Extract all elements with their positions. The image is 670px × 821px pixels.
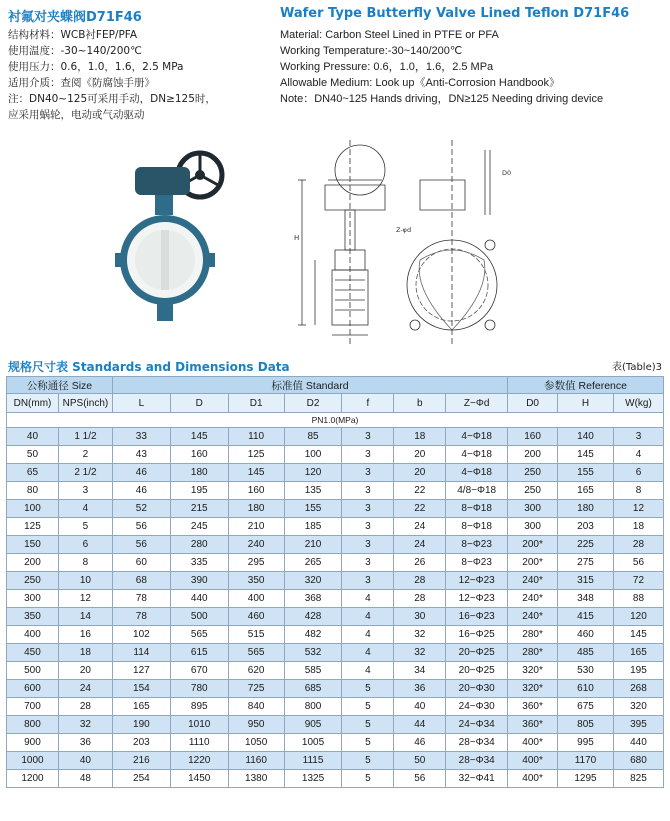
table-cell: 5: [342, 698, 394, 716]
table-cell: 320: [613, 698, 663, 716]
table-cell: 127: [112, 662, 170, 680]
table-cell: 268: [613, 680, 663, 698]
table-title: 规格尺寸表 Standards and Dimensions Data: [8, 360, 290, 374]
table-cell: 100: [284, 446, 342, 464]
table-cell: 33: [112, 428, 170, 446]
table-cell: 195: [613, 662, 663, 680]
table-cell: 532: [284, 644, 342, 662]
table-cell: 1110: [170, 734, 228, 752]
table-cell: 515: [228, 626, 284, 644]
table-cell: 315: [558, 572, 614, 590]
table-cell: 18: [58, 644, 112, 662]
table-cell: 203: [558, 518, 614, 536]
table-cell: 585: [284, 662, 342, 680]
table-cell: 275: [558, 554, 614, 572]
table-cell: 4: [342, 644, 394, 662]
table-row: [7, 500, 664, 518]
table-cell: 5: [342, 716, 394, 734]
column-header: b: [394, 394, 446, 413]
table-cell: 280*: [508, 644, 558, 662]
table-cell: 240*: [508, 608, 558, 626]
table-cell: 165: [613, 644, 663, 662]
table-cell: 120: [613, 608, 663, 626]
table-cell: 210: [284, 536, 342, 554]
column-header: NPS(inch): [58, 394, 112, 413]
table-cell: 440: [613, 734, 663, 752]
right-title: Wafer Type Butterfly Valve Lined Teflon D71F46: [280, 6, 630, 21]
table-cell: 16: [58, 626, 112, 644]
table-cell: 44: [394, 716, 446, 734]
table-cell: 16−Φ25: [446, 626, 508, 644]
table-cell: 50: [7, 446, 59, 464]
table-cell: 32: [394, 644, 446, 662]
table-cell: 250: [7, 572, 59, 590]
table-cell: 114: [112, 644, 170, 662]
table-cell: 185: [284, 518, 342, 536]
table-cell: 20−Φ30: [446, 680, 508, 698]
table-cell: 320*: [508, 662, 558, 680]
column-header: D2: [284, 394, 342, 413]
table-cell: 5: [58, 518, 112, 536]
table-cell: 295: [228, 554, 284, 572]
table-cell: 1050: [228, 734, 284, 752]
table-cell: 4: [342, 662, 394, 680]
table-cell: 120: [284, 464, 342, 482]
table-cell: 56: [112, 518, 170, 536]
table-row: [7, 464, 664, 482]
table-cell: 265: [284, 554, 342, 572]
table-cell: 1 1/2: [58, 428, 112, 446]
table-cell: 48: [58, 770, 112, 788]
table-cell: 100: [7, 500, 59, 518]
spec-line: 注：DN40~125可采用手动，DN≥125时，: [8, 93, 216, 105]
table-cell: 145: [228, 464, 284, 482]
table-row: [7, 536, 664, 554]
table-cell: 2: [58, 446, 112, 464]
table-cell: 155: [558, 464, 614, 482]
table-cell: 615: [170, 644, 228, 662]
table-cell: 1450: [170, 770, 228, 788]
table-cell: 400: [228, 590, 284, 608]
table-cell: 280*: [508, 626, 558, 644]
table-row: [7, 518, 664, 536]
table-cell: 320*: [508, 680, 558, 698]
table-cell: 5: [342, 752, 394, 770]
table-cell: 216: [112, 752, 170, 770]
table-cell: 32: [394, 626, 446, 644]
table-cell: 60: [112, 554, 170, 572]
table-cell: 28−Φ34: [446, 734, 508, 752]
spec-line: 使用温度：-30~140/200℃: [8, 45, 142, 57]
table-cell: 28: [58, 698, 112, 716]
table-cell: 8−Φ23: [446, 536, 508, 554]
table-reference: 表(Table)3: [611, 362, 662, 373]
table-cell: 565: [170, 626, 228, 644]
table-cell: 180: [228, 500, 284, 518]
table-cell: 700: [7, 698, 59, 716]
table-cell: 20: [58, 662, 112, 680]
table-cell: 530: [558, 662, 614, 680]
table-cell: 300: [508, 500, 558, 518]
table-cell: 400*: [508, 734, 558, 752]
table-row: [7, 428, 664, 446]
dimensions-table: [6, 376, 664, 788]
table-row: [7, 698, 664, 716]
drawing-label-z: Z-φd: [396, 226, 412, 234]
table-cell: 180: [558, 500, 614, 518]
table-cell: 805: [558, 716, 614, 734]
table-cell: 4−Φ18: [446, 464, 508, 482]
table-cell: 18: [394, 428, 446, 446]
table-cell: 200*: [508, 554, 558, 572]
table-cell: 440: [170, 590, 228, 608]
column-header: D: [170, 394, 228, 413]
table-cell: 6: [613, 464, 663, 482]
table-cell: 500: [170, 608, 228, 626]
table-cell: 80: [7, 482, 59, 500]
table-cell: 2 1/2: [58, 464, 112, 482]
table-cell: 3: [342, 446, 394, 464]
table-cell: 6: [58, 536, 112, 554]
table-cell: 28: [394, 572, 446, 590]
spec-line: 使用压力：0.6，1.0，1.6，2.5 MPa: [8, 61, 184, 73]
valve-photo: [115, 145, 240, 330]
right-spec-list: [280, 27, 665, 107]
table-cell: 600: [7, 680, 59, 698]
table-cell: 24: [58, 680, 112, 698]
column-header: D0: [508, 394, 558, 413]
table-cell: 4: [342, 590, 394, 608]
table-cell: 125: [228, 446, 284, 464]
table-cell: 1115: [284, 752, 342, 770]
spec-line: 适用介质：查阅《防腐蚀手册》: [8, 77, 155, 89]
table-cell: 400*: [508, 752, 558, 770]
group-header-standard: 标准值 Standard: [112, 377, 507, 394]
spec-line: Allowable Medium: Look up《Anti-Corrosion Handbook》: [280, 77, 561, 89]
table-cell: 12−Φ23: [446, 590, 508, 608]
table-cell: 65: [7, 464, 59, 482]
table-cell: 102: [112, 626, 170, 644]
table-cell: 225: [558, 536, 614, 554]
table-cell: 88: [613, 590, 663, 608]
table-cell: 250: [508, 482, 558, 500]
column-header: DN(mm): [7, 394, 59, 413]
table-cell: 725: [228, 680, 284, 698]
table-cell: 905: [284, 716, 342, 734]
table-cell: 40: [7, 428, 59, 446]
table-cell: 20−Φ25: [446, 644, 508, 662]
table-cell: 3: [342, 500, 394, 518]
spec-line: 应采用蜗轮，电动或气动驱动: [8, 109, 145, 121]
table-cell: 400*: [508, 770, 558, 788]
table-row: [7, 716, 664, 734]
table-cell: 8−Φ23: [446, 554, 508, 572]
table-cell: 995: [558, 734, 614, 752]
table-cell: 350: [228, 572, 284, 590]
table-cell: 1325: [284, 770, 342, 788]
table-cell: 5: [342, 734, 394, 752]
table-cell: 620: [228, 662, 284, 680]
table-cell: 1160: [228, 752, 284, 770]
table-cell: 46: [394, 734, 446, 752]
table-cell: 240: [228, 536, 284, 554]
table-cell: 30: [394, 608, 446, 626]
table-cell: 360*: [508, 698, 558, 716]
table-row: [7, 608, 664, 626]
table-cell: 395: [613, 716, 663, 734]
table-cell: 4−Φ18: [446, 446, 508, 464]
table-cell: 24: [394, 518, 446, 536]
table-cell: 254: [112, 770, 170, 788]
table-cell: 5: [342, 770, 394, 788]
table-cell: 1295: [558, 770, 614, 788]
table-cell: 800: [7, 716, 59, 734]
drawing-label-h: H: [294, 234, 300, 242]
table-cell: 210: [228, 518, 284, 536]
table-cell: 780: [170, 680, 228, 698]
table-cell: 1000: [7, 752, 59, 770]
table-row: [7, 446, 664, 464]
table-row: [7, 590, 664, 608]
table-cell: 3: [342, 482, 394, 500]
table-cell: 300: [508, 518, 558, 536]
table-cell: 8: [613, 482, 663, 500]
table-cell: 135: [284, 482, 342, 500]
table-cell: 680: [613, 752, 663, 770]
drawing-label-d0: D0: [502, 169, 512, 177]
table-cell: 240*: [508, 572, 558, 590]
valve-drawing-front: [390, 140, 530, 345]
table-cell: 14: [58, 608, 112, 626]
table-cell: 154: [112, 680, 170, 698]
table-cell: 250: [508, 464, 558, 482]
table-cell: 28: [394, 590, 446, 608]
table-row: [7, 482, 664, 500]
table-cell: 415: [558, 608, 614, 626]
table-cell: 46: [112, 464, 170, 482]
table-cell: 280: [170, 536, 228, 554]
table-cell: 72: [613, 572, 663, 590]
table-cell: 4: [342, 608, 394, 626]
table-cell: 900: [7, 734, 59, 752]
table-cell: 4: [613, 446, 663, 464]
table-cell: 1200: [7, 770, 59, 788]
table-cell: 50: [394, 752, 446, 770]
table-cell: 950: [228, 716, 284, 734]
table-cell: 20−Φ25: [446, 662, 508, 680]
table-cell: 56: [112, 536, 170, 554]
table-cell: 125: [7, 518, 59, 536]
table-cell: 670: [170, 662, 228, 680]
table-cell: 610: [558, 680, 614, 698]
table-cell: 3: [342, 464, 394, 482]
table-cell: 36: [394, 680, 446, 698]
table-cell: 1220: [170, 752, 228, 770]
table-cell: 26: [394, 554, 446, 572]
table-cell: 180: [170, 464, 228, 482]
table-cell: 16−Φ23: [446, 608, 508, 626]
table-row: [7, 644, 664, 662]
spec-line: Working Temperature:-30~140/200℃: [280, 45, 463, 57]
table-cell: 32: [58, 716, 112, 734]
table-cell: 500: [7, 662, 59, 680]
table-cell: 195: [170, 482, 228, 500]
table-cell: 190: [112, 716, 170, 734]
table-cell: 300: [7, 590, 59, 608]
table-cell: 18: [613, 518, 663, 536]
table-cell: 1005: [284, 734, 342, 752]
table-cell: 28: [613, 536, 663, 554]
spec-line: Material: Carbon Steel Lined in PTFE or PFA: [280, 29, 499, 41]
table-row: [7, 770, 664, 788]
table-cell: 8−Φ18: [446, 500, 508, 518]
table-row: [7, 626, 664, 644]
table-cell: 155: [284, 500, 342, 518]
table-cell: 840: [228, 698, 284, 716]
table-cell: 78: [112, 590, 170, 608]
table-cell: 200*: [508, 536, 558, 554]
table-cell: 3: [58, 482, 112, 500]
table-cell: 22: [394, 482, 446, 500]
spec-line: Working Pressure: 0.6，1.0，1.6，2.5 MPa: [280, 61, 494, 73]
table-cell: 20: [394, 464, 446, 482]
column-header: H: [558, 394, 614, 413]
table-cell: 12: [58, 590, 112, 608]
table-cell: 46: [112, 482, 170, 500]
group-header-size: 公称通径 Size: [7, 377, 113, 394]
table-cell: 1010: [170, 716, 228, 734]
table-row: [7, 752, 664, 770]
group-header-reference: 参数值 Reference: [508, 377, 664, 394]
table-cell: 32−Φ41: [446, 770, 508, 788]
column-header: L: [112, 394, 170, 413]
table-cell: 4−Φ18: [446, 428, 508, 446]
table-cell: 3: [342, 518, 394, 536]
table-cell: 685: [284, 680, 342, 698]
table-cell: 160: [508, 428, 558, 446]
table-cell: 800: [284, 698, 342, 716]
table-cell: 203: [112, 734, 170, 752]
table-cell: 390: [170, 572, 228, 590]
table-cell: 245: [170, 518, 228, 536]
table-cell: 8: [58, 554, 112, 572]
column-header: Z−Φd: [446, 394, 508, 413]
table-cell: 160: [228, 482, 284, 500]
table-cell: 68: [112, 572, 170, 590]
table-cell: 165: [558, 482, 614, 500]
table-cell: 5: [342, 680, 394, 698]
table-cell: 1170: [558, 752, 614, 770]
table-cell: 110: [228, 428, 284, 446]
table-cell: 565: [228, 644, 284, 662]
pressure-rating-row: PN1.0(MPa): [7, 413, 664, 428]
table-cell: 1380: [228, 770, 284, 788]
table-cell: 3: [613, 428, 663, 446]
table-cell: 675: [558, 698, 614, 716]
column-header: D1: [228, 394, 284, 413]
table-cell: 485: [558, 644, 614, 662]
table-cell: 56: [613, 554, 663, 572]
table-row: [7, 734, 664, 752]
table-cell: 34: [394, 662, 446, 680]
table-cell: 4/8−Φ18: [446, 482, 508, 500]
table-cell: 3: [342, 572, 394, 590]
table-cell: 482: [284, 626, 342, 644]
table-cell: 3: [342, 428, 394, 446]
table-cell: 24: [394, 536, 446, 554]
table-row: [7, 554, 664, 572]
table-cell: 360*: [508, 716, 558, 734]
table-cell: 145: [170, 428, 228, 446]
table-cell: 428: [284, 608, 342, 626]
table-cell: 160: [170, 446, 228, 464]
table-cell: 36: [58, 734, 112, 752]
table-cell: 460: [228, 608, 284, 626]
table-cell: 460: [558, 626, 614, 644]
table-cell: 24−Φ30: [446, 698, 508, 716]
table-cell: 12: [613, 500, 663, 518]
table-cell: 40: [58, 752, 112, 770]
table-row: [7, 572, 664, 590]
table-cell: 240*: [508, 590, 558, 608]
table-row: [7, 662, 664, 680]
table-cell: 24−Φ34: [446, 716, 508, 734]
table-cell: 350: [7, 608, 59, 626]
table-cell: 78: [112, 608, 170, 626]
left-spec-list: [8, 27, 263, 123]
spec-line: Note：DN40~125 Hands driving，DN≥125 Needing driving device: [280, 93, 604, 105]
column-header: W(kg): [613, 394, 663, 413]
table-cell: 56: [394, 770, 446, 788]
table-cell: 825: [613, 770, 663, 788]
table-cell: 165: [112, 698, 170, 716]
table-row: [7, 680, 664, 698]
table-cell: 22: [394, 500, 446, 518]
left-title: 衬氟对夹蝶阀D71F46: [8, 10, 142, 25]
table-cell: 43: [112, 446, 170, 464]
table-cell: 200: [508, 446, 558, 464]
table-cell: 895: [170, 698, 228, 716]
table-cell: 150: [7, 536, 59, 554]
table-cell: 8−Φ18: [446, 518, 508, 536]
table-cell: 3: [342, 536, 394, 554]
table-cell: 215: [170, 500, 228, 518]
table-cell: 20: [394, 446, 446, 464]
table-cell: 140: [558, 428, 614, 446]
table-cell: 28−Φ34: [446, 752, 508, 770]
table-cell: 335: [170, 554, 228, 572]
table-cell: 12−Φ23: [446, 572, 508, 590]
table-cell: 400: [7, 626, 59, 644]
table-cell: 4: [58, 500, 112, 518]
table-cell: 10: [58, 572, 112, 590]
table-cell: 320: [284, 572, 342, 590]
table-cell: 348: [558, 590, 614, 608]
table-cell: 40: [394, 698, 446, 716]
table-cell: 145: [613, 626, 663, 644]
table-cell: 3: [342, 554, 394, 572]
table-cell: 368: [284, 590, 342, 608]
table-cell: 85: [284, 428, 342, 446]
column-header: f: [342, 394, 394, 413]
table-cell: 145: [558, 446, 614, 464]
table-cell: 450: [7, 644, 59, 662]
table-cell: 52: [112, 500, 170, 518]
spec-line: 结构材料：WCB衬FEP/PFA: [8, 29, 138, 41]
table-cell: 4: [342, 626, 394, 644]
table-cell: 200: [7, 554, 59, 572]
